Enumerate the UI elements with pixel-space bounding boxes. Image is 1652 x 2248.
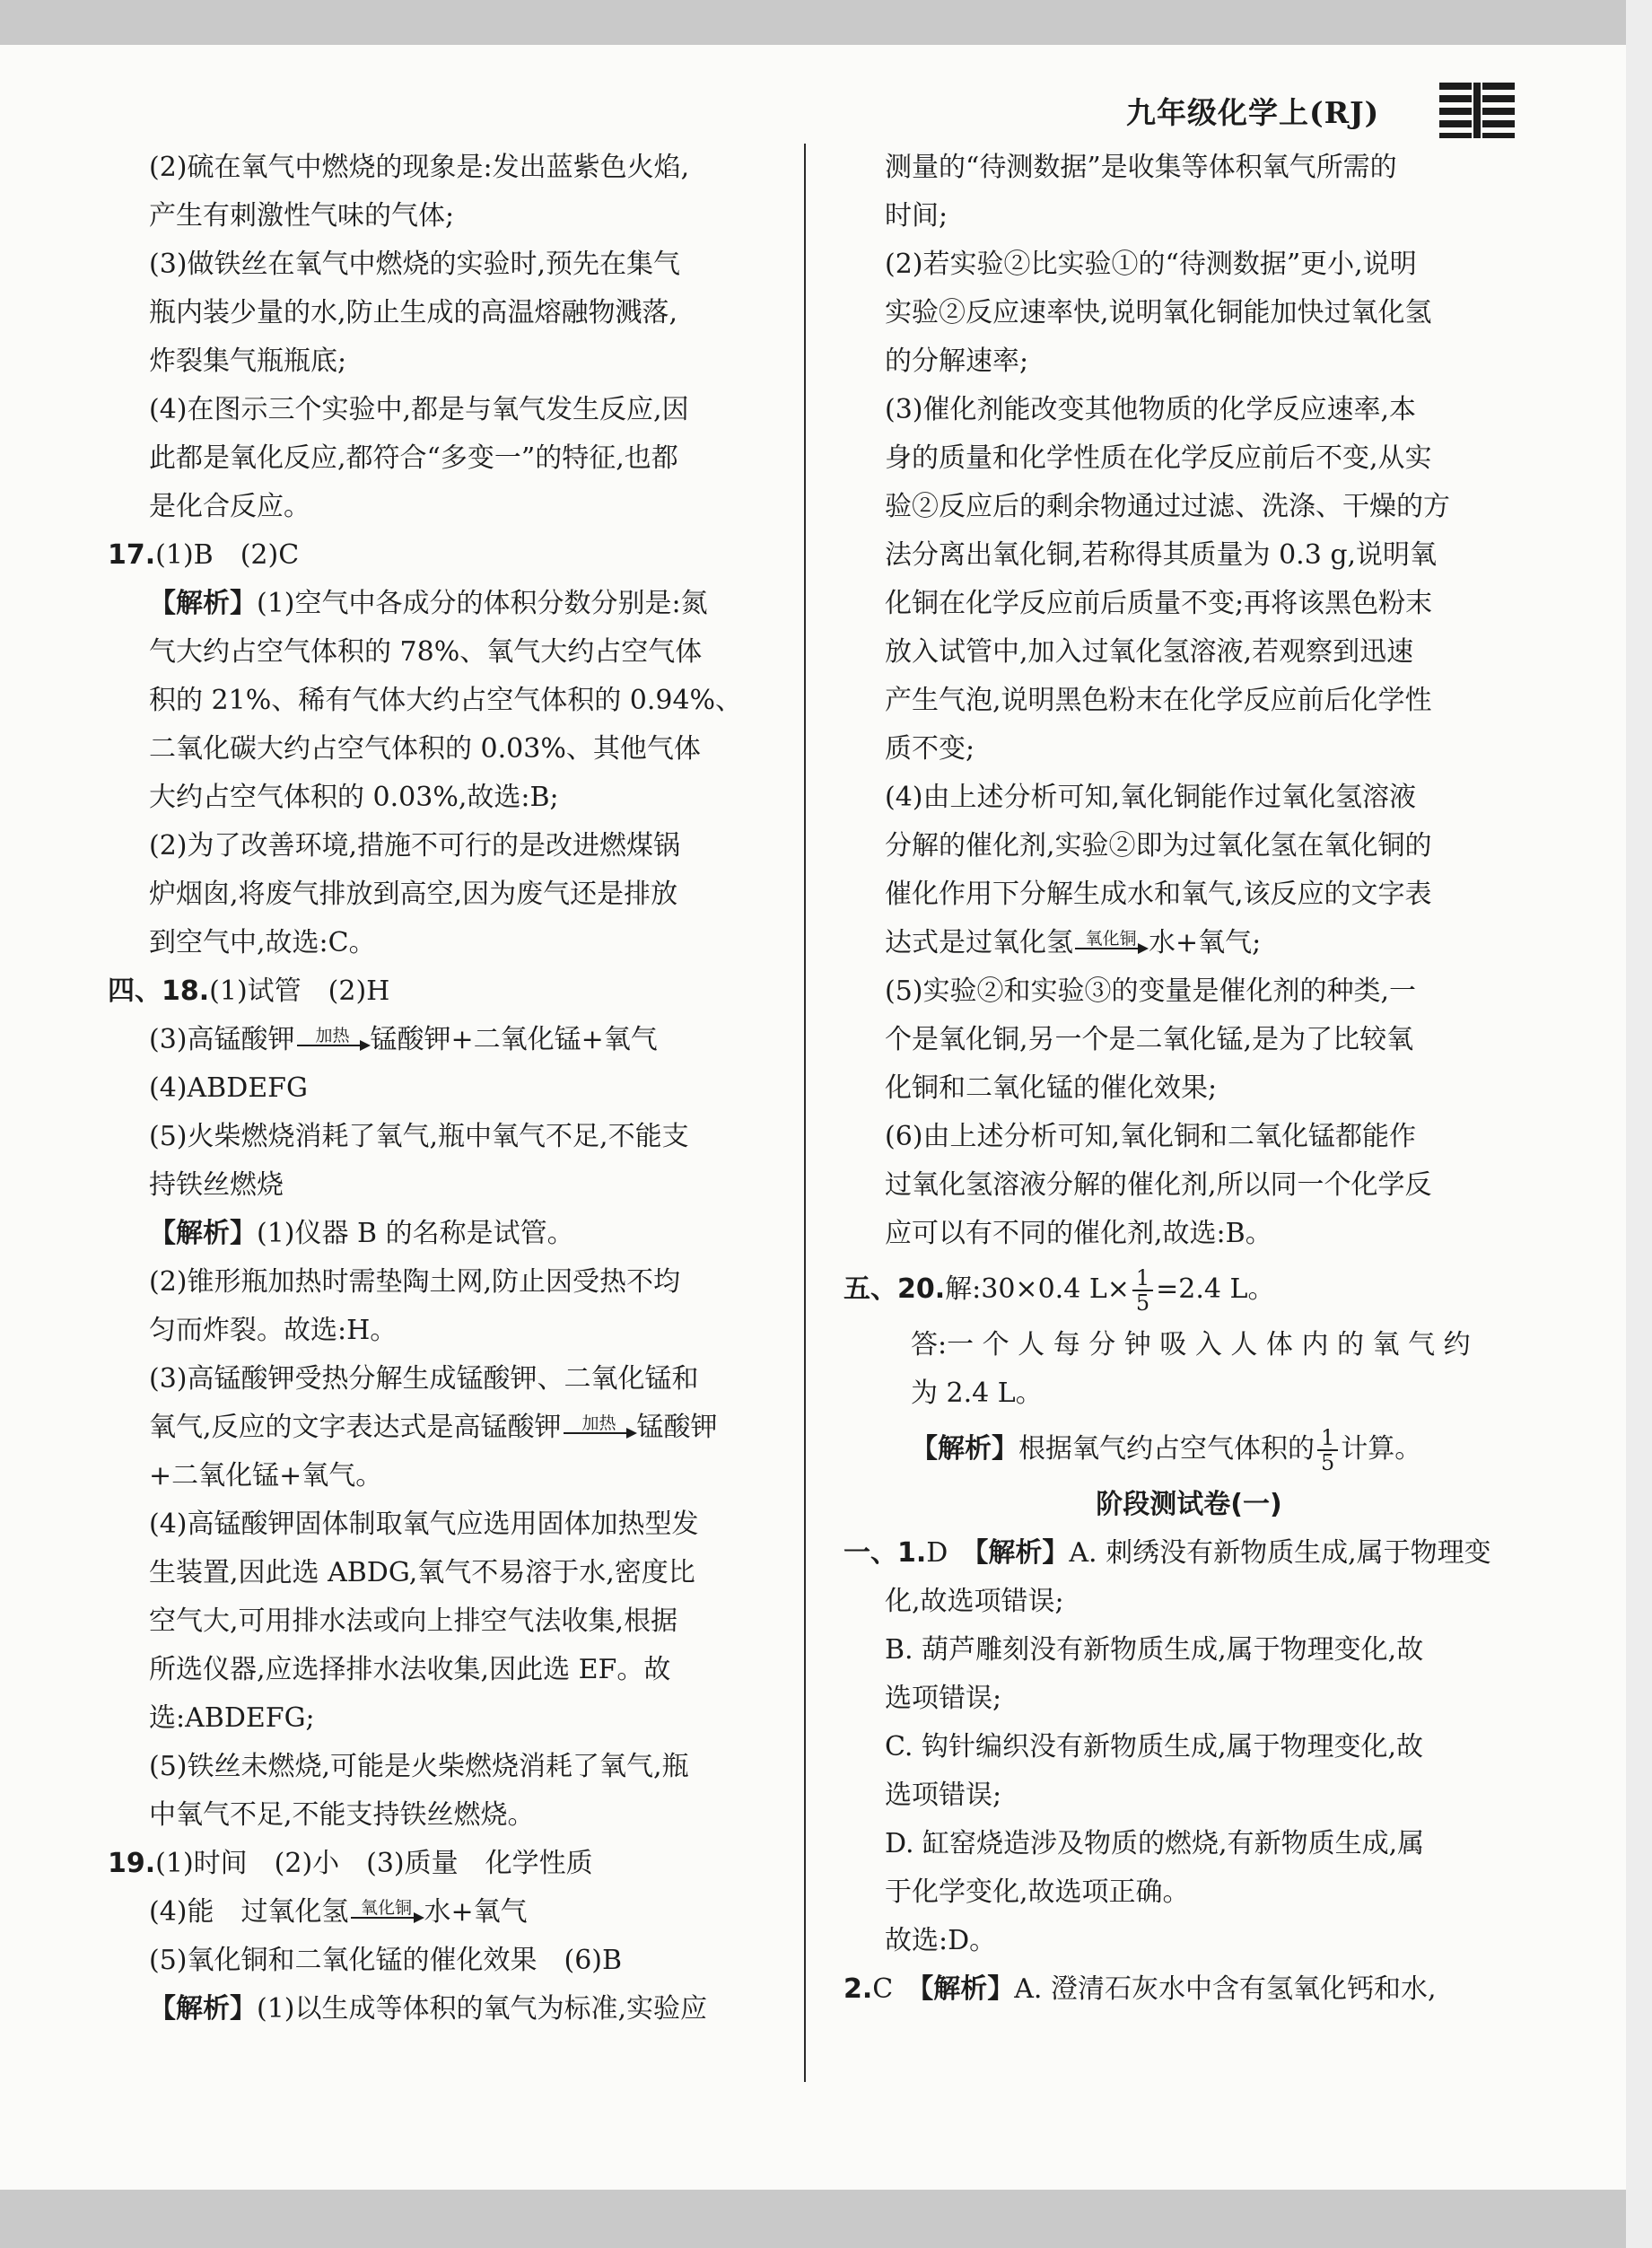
text-line [843, 483, 1534, 531]
text-line [108, 1743, 776, 1791]
text-line [108, 1500, 776, 1549]
text-line [108, 822, 776, 870]
text-line [108, 1937, 776, 1985]
line-text: =2.4 L。 [1156, 1273, 1275, 1305]
analysis-tag: 【解析】 [149, 1218, 257, 1249]
reaction-condition: 加热 [581, 1413, 616, 1433]
line-text: D [926, 1537, 975, 1569]
text-line [843, 1369, 1534, 1418]
question-number: 一、1. [843, 1537, 927, 1569]
line-text: 水+氧气 [424, 1896, 528, 1928]
text-line [843, 1723, 1534, 1771]
analysis-tag: 【解析】 [149, 1993, 257, 2025]
line-text: (2)为了改善环境,措施不可行的是改进燃煤锅 [149, 830, 681, 862]
line-text: 身的质量和化学性质在化学反应前后不变,从实 [885, 442, 1432, 474]
line-text: D. 缸窑烧造涉及物质的燃烧,有新物质生成,属 [885, 1828, 1425, 1859]
line-text: 放入试管中,加入过氧化氢溶液,若观察到迅速 [885, 636, 1414, 668]
text-line [108, 1646, 776, 1694]
question-line [843, 1965, 1534, 2014]
line-text: 计算。 [1341, 1433, 1422, 1465]
column-divider [804, 144, 806, 2082]
text-line [108, 1016, 776, 1064]
text-line [843, 192, 1534, 241]
line-text: (5)实验②和实验③的变量是催化剂的种类,一 [885, 975, 1417, 1007]
line-text: (3)催化剂能改变其他物质的化学反应速率,本 [885, 394, 1417, 425]
line-text: 产生有刺激性气味的气体; [149, 200, 455, 232]
question-line [843, 1258, 1534, 1321]
text-line [843, 241, 1534, 289]
line-text: (4)在图示三个实验中,都是与氧气发生反应,因 [149, 394, 689, 425]
text-line [108, 580, 776, 628]
line-text: 瓶内装少量的水,防止生成的高温熔融物溅落, [149, 297, 678, 328]
fraction [1317, 1426, 1338, 1474]
question-number: 2. [843, 1973, 873, 2005]
line-text: (5)铁丝未燃烧,可能是火柴燃烧消耗了氧气,瓶 [149, 1751, 689, 1782]
section-title [843, 1481, 1534, 1529]
text-line [843, 1868, 1534, 1917]
line-text: (4)ABDEFG [149, 1072, 308, 1104]
text-line [843, 822, 1534, 870]
line-text: 质不变; [885, 733, 975, 765]
reaction-condition: 氧化铜 [1085, 929, 1137, 949]
line-text: 测量的“待测数据”是收集等体积氧气所需的 [885, 152, 1397, 183]
text-line [108, 386, 776, 434]
line-text: A. 刺绣没有新物质生成,属于物理变 [1069, 1537, 1491, 1569]
text-line [108, 1597, 776, 1646]
text-line [843, 1113, 1534, 1161]
question-line [108, 1840, 776, 1888]
line-text: 此都是氧化反应,都符合“多变一”的特征,也都 [149, 442, 678, 474]
text-line [843, 1771, 1534, 1820]
question-line [843, 1529, 1534, 1578]
line-text: 气大约占空气体积的 78%、氧气大约占空气体 [149, 636, 703, 668]
line-text: 解:30×0.4 L× [945, 1273, 1130, 1305]
text-line [843, 1578, 1534, 1626]
text-line [843, 289, 1534, 337]
text-line [108, 1888, 776, 1937]
text-line [108, 1355, 776, 1404]
line-text: 炉烟囱,将废气排放到高空,因为废气还是排放 [149, 879, 678, 910]
text-line [108, 870, 776, 919]
line-text: 所选仪器,应选择排水法收集,因此选 EF。故 [149, 1654, 671, 1685]
analysis-tag: 【解析】 [149, 588, 257, 619]
line-text: 产生气泡,说明黑色粉末在化学反应前后化学性 [885, 685, 1432, 716]
analysis-tag: 【解析】 [920, 1973, 1015, 2005]
arrow-shaft [564, 1432, 635, 1434]
arrow-shaft [297, 1045, 369, 1046]
fraction-numerator: 1 [1132, 1266, 1153, 1291]
text-line [843, 1820, 1534, 1868]
text-line [108, 192, 776, 241]
line-text: (1)试管 (2)H [209, 975, 390, 1007]
text-line [843, 774, 1534, 822]
reaction-arrow [297, 1027, 369, 1055]
line-text: (2)锥形瓶加热时需垫陶土网,防止因受热不均 [149, 1266, 681, 1298]
text-line [108, 1452, 776, 1500]
text-line [843, 725, 1534, 774]
text-line [108, 1985, 776, 2034]
text-line [843, 1210, 1534, 1258]
text-line [108, 337, 776, 386]
analysis-tag: 【解析】 [975, 1537, 1070, 1569]
line-text: 的分解速率; [885, 346, 1029, 377]
question-number: 19. [108, 1848, 156, 1879]
reaction-arrow [351, 1899, 423, 1928]
book-stack-icon [1436, 79, 1518, 142]
line-text: 是化合反应。 [149, 491, 310, 522]
line-text: 为 2.4 L。 [911, 1378, 1043, 1409]
text-line [843, 1016, 1534, 1064]
line-text: 炸裂集气瓶瓶底; [149, 346, 347, 377]
text-line [108, 725, 776, 774]
text-line [843, 1321, 1534, 1369]
line-text: 持铁丝燃烧 [149, 1169, 284, 1201]
question-number: 四、18. [108, 975, 210, 1007]
text-line [108, 1258, 776, 1307]
line-text: (2)硫在氧气中燃烧的现象是:发出蓝紫色火焰, [149, 152, 690, 183]
text-line [108, 774, 776, 822]
scan-edge-top [0, 0, 1652, 45]
text-line [108, 1113, 776, 1161]
left-column [108, 144, 776, 2034]
line-text: (1)空气中各成分的体积分数分别是:氮 [257, 588, 708, 619]
arrow-shaft [1075, 948, 1147, 949]
page-header-title: 九年级化学上(RJ) [1126, 95, 1380, 130]
text-line [843, 1161, 1534, 1210]
line-text: (5)氧化铜和二氧化锰的催化效果 (6)B [149, 1945, 623, 1976]
text-line [108, 1549, 776, 1597]
text-line [843, 919, 1534, 967]
text-line [843, 386, 1534, 434]
line-text: 二氧化碳大约占空气体积的 0.03%、其他气体 [149, 733, 701, 765]
reaction-condition: 氧化铜 [360, 1898, 412, 1918]
line-text: (1)时间 (2)小 (3)质量 化学性质 [155, 1848, 593, 1879]
text-line [843, 1064, 1534, 1113]
line-text: 化铜和二氧化锰的催化效果; [885, 1072, 1218, 1104]
text-line [843, 1418, 1534, 1481]
line-text: 中氧气不足,不能支持铁丝燃烧。 [149, 1799, 535, 1831]
text-line [843, 1917, 1534, 1965]
line-text: C. 钩针编织没有新物质生成,属于物理变化,故 [885, 1731, 1424, 1763]
question-number: 五、20. [843, 1273, 946, 1305]
line-text: 匀而炸裂。故选:H。 [149, 1315, 398, 1346]
line-text: C [872, 1973, 921, 2005]
text-line [843, 677, 1534, 725]
fraction-denominator: 5 [1135, 1290, 1150, 1316]
analysis-tag: 【解析】 [911, 1433, 1018, 1465]
text-line [108, 677, 776, 725]
text-line [108, 1064, 776, 1113]
question-line [108, 531, 776, 580]
text-line [843, 1626, 1534, 1675]
reaction-arrow [564, 1414, 635, 1443]
text-line [843, 144, 1534, 192]
line-text: 分解的催化剂,实验②即为过氧化氢在氧化铜的 [885, 830, 1432, 862]
arrow-shaft [351, 1917, 423, 1919]
line-text: 答:一 个 人 每 分 钟 吸 入 人 体 内 的 氧 气 约 [911, 1329, 1471, 1360]
line-text: 化,故选项错误; [885, 1586, 1064, 1617]
reaction-arrow [1075, 930, 1147, 958]
line-text: 锰酸钾+二氧化锰+氧气 [370, 1024, 658, 1055]
text-line [843, 434, 1534, 483]
line-text: 个是氧化铜,另一个是二氧化锰,是为了比较氧 [885, 1024, 1414, 1055]
line-text: 积的 21%、稀有气体大约占空气体积的 0.94%、 [149, 685, 743, 716]
line-text: (6)由上述分析可知,氧化铜和二氧化锰都能作 [885, 1121, 1417, 1152]
fraction-denominator: 5 [1321, 1450, 1335, 1475]
line-text: (1)B (2)C [155, 539, 300, 571]
text-line [108, 241, 776, 289]
line-text: 空气大,可用排水法或向上排空气法收集,根据 [149, 1605, 678, 1637]
line-text: (1)仪器 B 的名称是试管。 [257, 1218, 574, 1249]
text-line [843, 580, 1534, 628]
text-line [108, 144, 776, 192]
text-line [843, 870, 1534, 919]
line-text: +二氧化锰+氧气。 [149, 1460, 383, 1491]
line-text: 根据氧气约占空气体积的 [1018, 1433, 1315, 1465]
reaction-condition: 加热 [315, 1026, 350, 1045]
line-text: (4)高锰酸钾固体制取氧气应选用固体加热型发 [149, 1509, 699, 1540]
text-line [108, 483, 776, 531]
fraction [1132, 1266, 1153, 1315]
text-line [108, 628, 776, 677]
text-line [843, 628, 1534, 677]
line-text: (3)高锰酸钾 [149, 1024, 295, 1055]
line-text: 选项错误; [885, 1683, 1002, 1714]
line-text: (1)以生成等体积的氧气为标准,实验应 [257, 1993, 708, 2025]
line-text: (3)做铁丝在氧气中燃烧的实验时,预先在集气 [149, 249, 681, 280]
line-text: 于化学变化,故选项正确。 [885, 1876, 1190, 1908]
question-number: 17. [108, 539, 156, 571]
line-text: B. 葫芦雕刻没有新物质生成,属于物理变化,故 [885, 1634, 1424, 1666]
text-line [108, 1791, 776, 1840]
text-line [108, 1694, 776, 1743]
scan-edge-right [1626, 0, 1652, 2248]
line-text: 到空气中,故选:C。 [149, 927, 376, 958]
text-line [108, 1210, 776, 1258]
line-text: 时间; [885, 200, 948, 232]
scan-edge-bottom [0, 2190, 1652, 2248]
line-text: 选项错误; [885, 1780, 1002, 1811]
text-line [108, 919, 776, 967]
line-text: 阶段测试卷(一) [1096, 1489, 1282, 1520]
text-line [843, 531, 1534, 580]
text-line [108, 434, 776, 483]
question-line [108, 967, 776, 1016]
fraction-numerator: 1 [1317, 1426, 1338, 1451]
text-line [108, 289, 776, 337]
line-text: A. 澄清石灰水中含有氢氧化钙和水, [1014, 1973, 1437, 2005]
line-text: 验②反应后的剩余物通过过滤、洗涤、干燥的方 [885, 491, 1450, 522]
line-text: 锰酸钾 [636, 1412, 718, 1443]
line-text: 大约占空气体积的 0.03%,故选:B; [149, 782, 559, 813]
line-text: (4)能 过氧化氢 [149, 1896, 349, 1928]
line-text: 法分离出氧化铜,若称得其质量为 0.3 g,说明氧 [885, 539, 1438, 571]
right-column [843, 144, 1534, 2014]
line-text: 水+氧气; [1149, 927, 1262, 958]
text-line [843, 967, 1534, 1016]
line-text: 应可以有不同的催化剂,故选:B。 [885, 1218, 1272, 1249]
line-text: (4)由上述分析可知,氧化铜能作过氧化氢溶液 [885, 782, 1417, 813]
text-line [108, 1307, 776, 1355]
text-line [843, 1675, 1534, 1723]
line-text: 催化作用下分解生成水和氧气,该反应的文字表 [885, 879, 1432, 910]
text-line [108, 1161, 776, 1210]
text-line [108, 1404, 776, 1452]
line-text: 实验②反应速率快,说明氧化铜能加快过氧化氢 [885, 297, 1432, 328]
line-text: (2)若实验②比实验①的“待测数据”更小,说明 [885, 249, 1417, 280]
line-text: 生装置,因此选 ABDG,氧气不易溶于水,密度比 [149, 1557, 695, 1588]
line-text: (5)火柴燃烧消耗了氧气,瓶中氧气不足,不能支 [149, 1121, 689, 1152]
line-text: 故选:D。 [885, 1925, 997, 1956]
text-line [843, 337, 1534, 386]
line-text: (3)高锰酸钾受热分解生成锰酸钾、二氧化锰和 [149, 1363, 699, 1395]
line-text: 化铜在化学反应前后质量不变;再将该黑色粉末 [885, 588, 1433, 619]
line-text: 选:ABDEFG; [149, 1702, 315, 1734]
line-text: 达式是过氧化氢 [885, 927, 1073, 958]
line-text: 过氧化氢溶液分解的催化剂,所以同一个化学反 [885, 1169, 1432, 1201]
line-text: 氧气,反应的文字表达式是高锰酸钾 [149, 1412, 562, 1443]
